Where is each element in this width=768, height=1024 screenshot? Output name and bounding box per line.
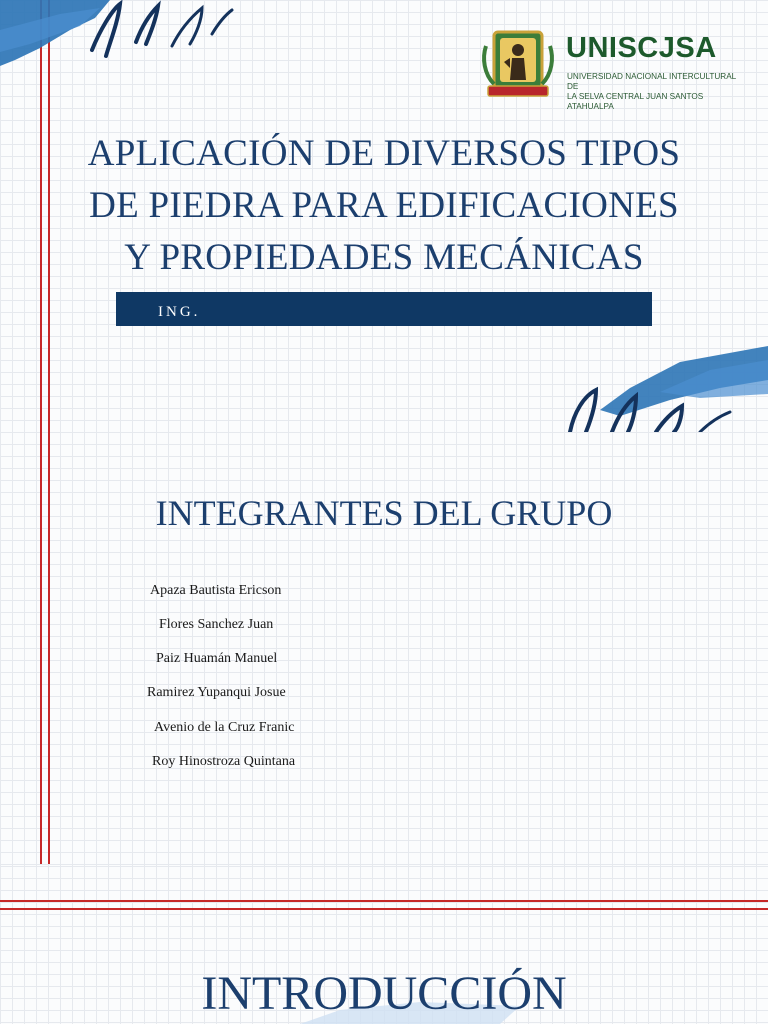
- member-name: Ramirez Yupanqui Josue: [147, 685, 286, 700]
- members-slide: [0, 432, 768, 866]
- red-horizontal-line-top: [0, 900, 768, 902]
- presentation-title: [60, 128, 708, 284]
- brush-stroke-bottom-right: [560, 340, 768, 432]
- brand-subtitle: [567, 72, 737, 112]
- university-logo: [480, 28, 736, 111]
- instructor-banner: [116, 292, 652, 326]
- title-line: DE PIEDRA PARA EDIFICACIONES: [89, 185, 679, 226]
- university-crest-icon: [480, 28, 556, 100]
- brand-name: UNISCJSA: [566, 32, 717, 64]
- member-name: Avenio de la Cruz Franic: [154, 720, 295, 735]
- red-horizontal-line-bottom: [0, 908, 768, 910]
- member-name: Apaza Bautista Ericson: [150, 583, 282, 598]
- brand-subtitle-line: LA SELVA CENTRAL JUAN SANTOS ATAHUALPA: [567, 92, 704, 111]
- brush-stroke-top-left: [0, 0, 240, 80]
- introduction-slide: [0, 866, 768, 1024]
- title-line: APLICACIÓN DE DIVERSOS TIPOS: [87, 133, 681, 174]
- instructor-label: ING.: [158, 304, 201, 320]
- member-name: Flores Sanchez Juan: [159, 617, 274, 632]
- title-slide: [0, 0, 768, 432]
- brand-subtitle-line: UNIVERSIDAD NACIONAL INTERCULTURAL DE: [567, 72, 736, 91]
- introduction-heading: INTRODUCCIÓN: [201, 967, 567, 1020]
- members-heading: INTEGRANTES DEL GRUPO: [155, 493, 613, 533]
- member-name: Paiz Huamán Manuel: [156, 651, 278, 666]
- title-line: Y PROPIEDADES MECÁNICAS: [124, 237, 644, 278]
- member-name: Roy Hinostroza Quintana: [152, 754, 296, 769]
